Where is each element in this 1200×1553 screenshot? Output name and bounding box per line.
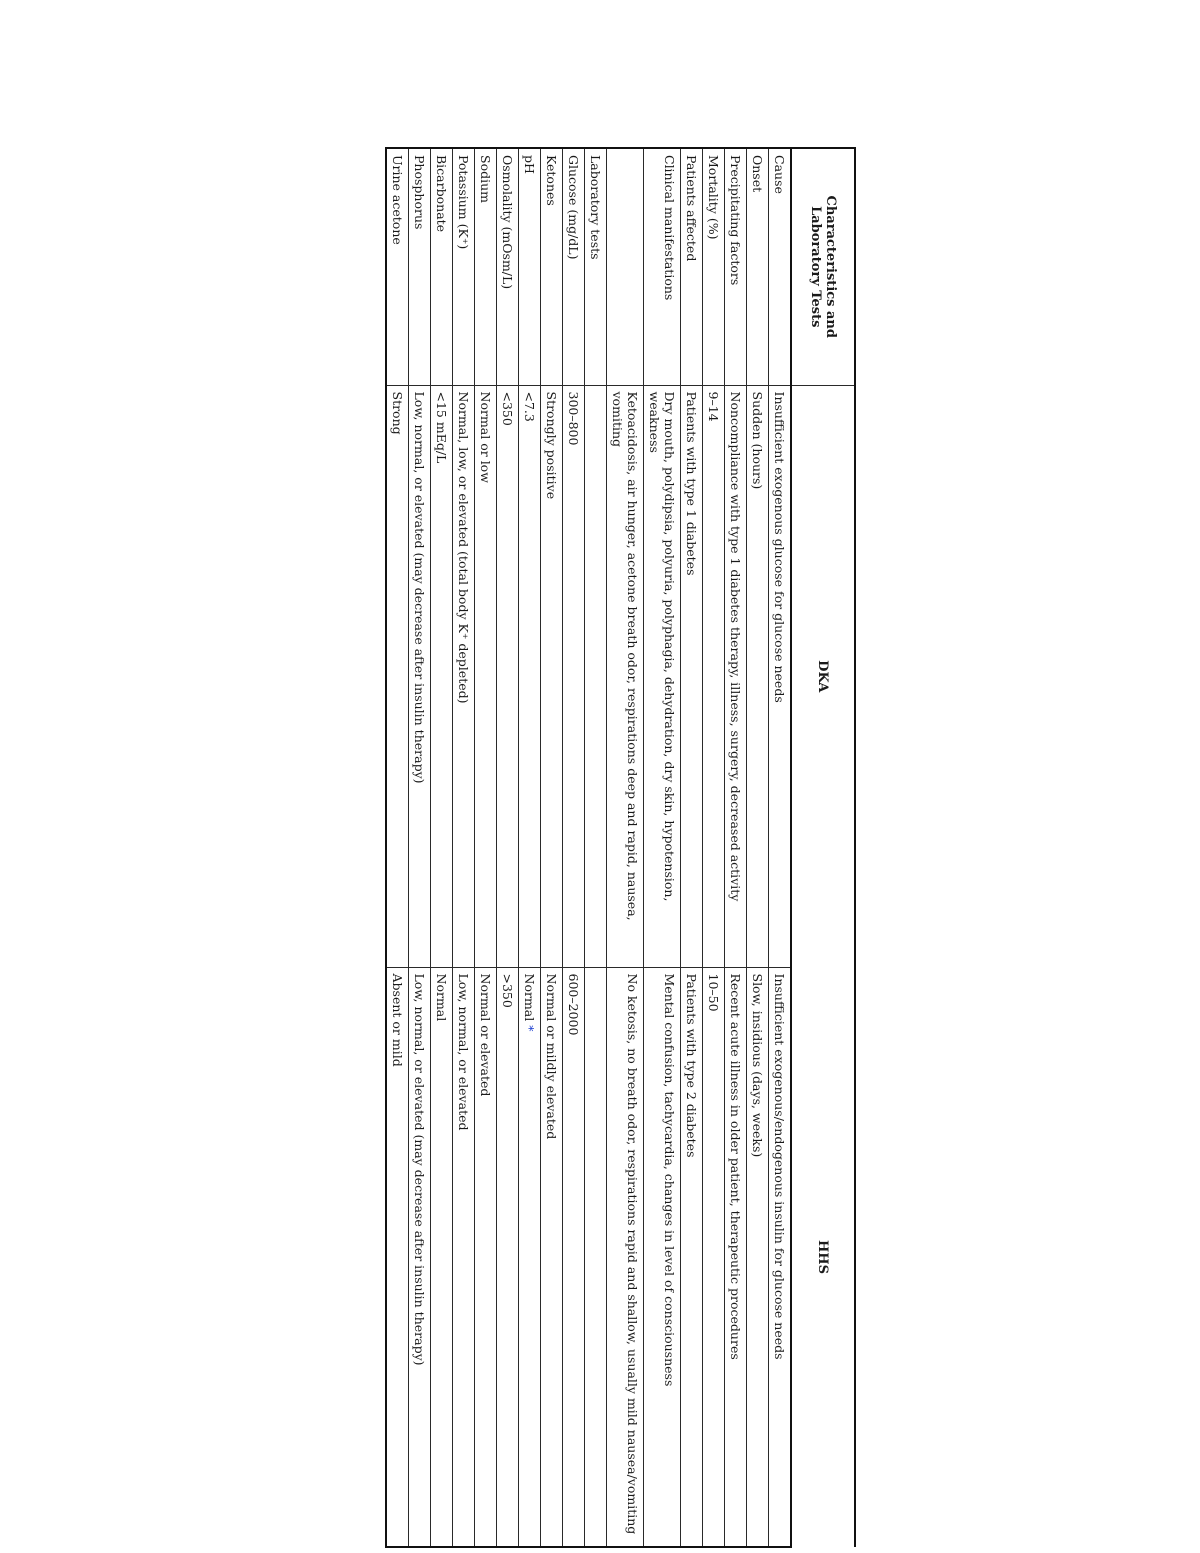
table-row	[541, 148, 563, 1547]
hhs-value	[585, 967, 607, 1547]
table-row	[409, 148, 431, 1547]
table-row	[475, 148, 497, 1547]
hhs-value: >350	[497, 967, 519, 1547]
table-row	[386, 148, 409, 1547]
rotated-table-container	[156, 147, 856, 1546]
dka-value	[585, 385, 607, 967]
table-row	[644, 148, 681, 1547]
row-label: Precipitating factors	[725, 148, 747, 385]
hhs-value: Recent acute illness in older patient, therapeutic procedures	[725, 967, 747, 1547]
row-label: Clinical manifestations	[644, 148, 681, 385]
dka-value: Noncompliance with type 1 diabetes therapy, illness, surgery, decreased activity	[725, 385, 747, 967]
table-row	[519, 148, 541, 1547]
dka-value: 9–14	[703, 385, 725, 967]
hhs-value: Mental confusion, tachycardia, changes in level of consciousness	[644, 967, 681, 1547]
dka-value: <15 mEq/L	[431, 385, 453, 967]
hhs-value: Low, normal, or elevated	[453, 967, 475, 1547]
row-label: Glucose (mg/dL)	[563, 148, 585, 385]
dka-value: Insufficient exogenous glucose for glucose needs	[769, 385, 792, 967]
table-row	[681, 148, 703, 1547]
dka-value: 300–800	[563, 385, 585, 967]
row-label: Sodium	[475, 148, 497, 385]
header-hhs: HHS	[791, 967, 855, 1547]
footnote-asterisk: *	[522, 1025, 537, 1032]
row-label: Onset	[747, 148, 769, 385]
dka-hhs-comparison-table	[385, 147, 856, 1548]
row-label: Osmolality (mOsm/L)	[497, 148, 519, 385]
hhs-value: Low, normal, or elevated (may decrease after insulin therapy)	[409, 967, 431, 1547]
dka-value: Normal, low, or elevated (total body K⁺ depleted)	[453, 385, 475, 967]
hhs-value-text: Normal	[522, 973, 537, 1022]
table-row	[725, 148, 747, 1547]
row-label: Phosphorus	[409, 148, 431, 385]
row-label: Urine acetone	[386, 148, 409, 385]
dka-value: Low, normal, or elevated (may decrease after insulin therapy)	[409, 385, 431, 967]
hhs-value: Absent or mild	[386, 967, 409, 1547]
hhs-value: Insufficient exogenous/endogenous insulin for glucose needs	[769, 967, 792, 1547]
table-row	[497, 148, 519, 1547]
dka-value: Normal or low	[475, 385, 497, 967]
table-row	[431, 148, 453, 1547]
section-label: Laboratory tests	[585, 148, 607, 385]
hhs-value: Normal or elevated	[475, 967, 497, 1547]
table-row-section	[585, 148, 607, 1547]
dka-value: Strong	[386, 385, 409, 967]
hhs-value	[519, 967, 541, 1547]
dka-value: <7.3	[519, 385, 541, 967]
header-characteristics	[791, 148, 855, 385]
row-label: Ketones	[541, 148, 563, 385]
dka-value: Ketoacidosis, air hunger, acetone breath odor, respirations deep and rapid, nausea, vomiting	[607, 385, 644, 967]
table-row	[747, 148, 769, 1547]
table-header-row	[791, 148, 855, 1547]
row-label: Bicarbonate	[431, 148, 453, 385]
row-label: Cause	[769, 148, 792, 385]
table-row	[607, 148, 644, 1547]
header-dka: DKA	[791, 385, 855, 967]
hhs-value: 10–50	[703, 967, 725, 1547]
table-row	[453, 148, 475, 1547]
dka-value: Sudden (hours)	[747, 385, 769, 967]
header-characteristics-text: Characteristics and Laboratory Tests	[808, 195, 838, 338]
hhs-value: Slow, insidious (days, weeks)	[747, 967, 769, 1547]
row-label: Patients affected	[681, 148, 703, 385]
hhs-value: Patients with type 2 diabetes	[681, 967, 703, 1547]
hhs-value: Normal	[431, 967, 453, 1547]
hhs-value: 600–2000	[563, 967, 585, 1547]
table-row	[703, 148, 725, 1547]
row-label: Potassium (K⁺)	[453, 148, 475, 385]
hhs-value: No ketosis, no breath odor, respirations rapid and shallow, usually mild nausea/vomiting	[607, 967, 644, 1547]
dka-value: Patients with type 1 diabetes	[681, 385, 703, 967]
table-row	[769, 148, 792, 1547]
dka-value: Dry mouth, polydipsia, polyuria, polyphagia, dehydration, dry skin, hypotension, weakness	[644, 385, 681, 967]
table-row	[563, 148, 585, 1547]
row-label: pH	[519, 148, 541, 385]
row-label: Mortality (%)	[703, 148, 725, 385]
hhs-value: Normal or mildly elevated	[541, 967, 563, 1547]
dka-value: <350	[497, 385, 519, 967]
row-label	[607, 148, 644, 385]
dka-value: Strongly positive	[541, 385, 563, 967]
